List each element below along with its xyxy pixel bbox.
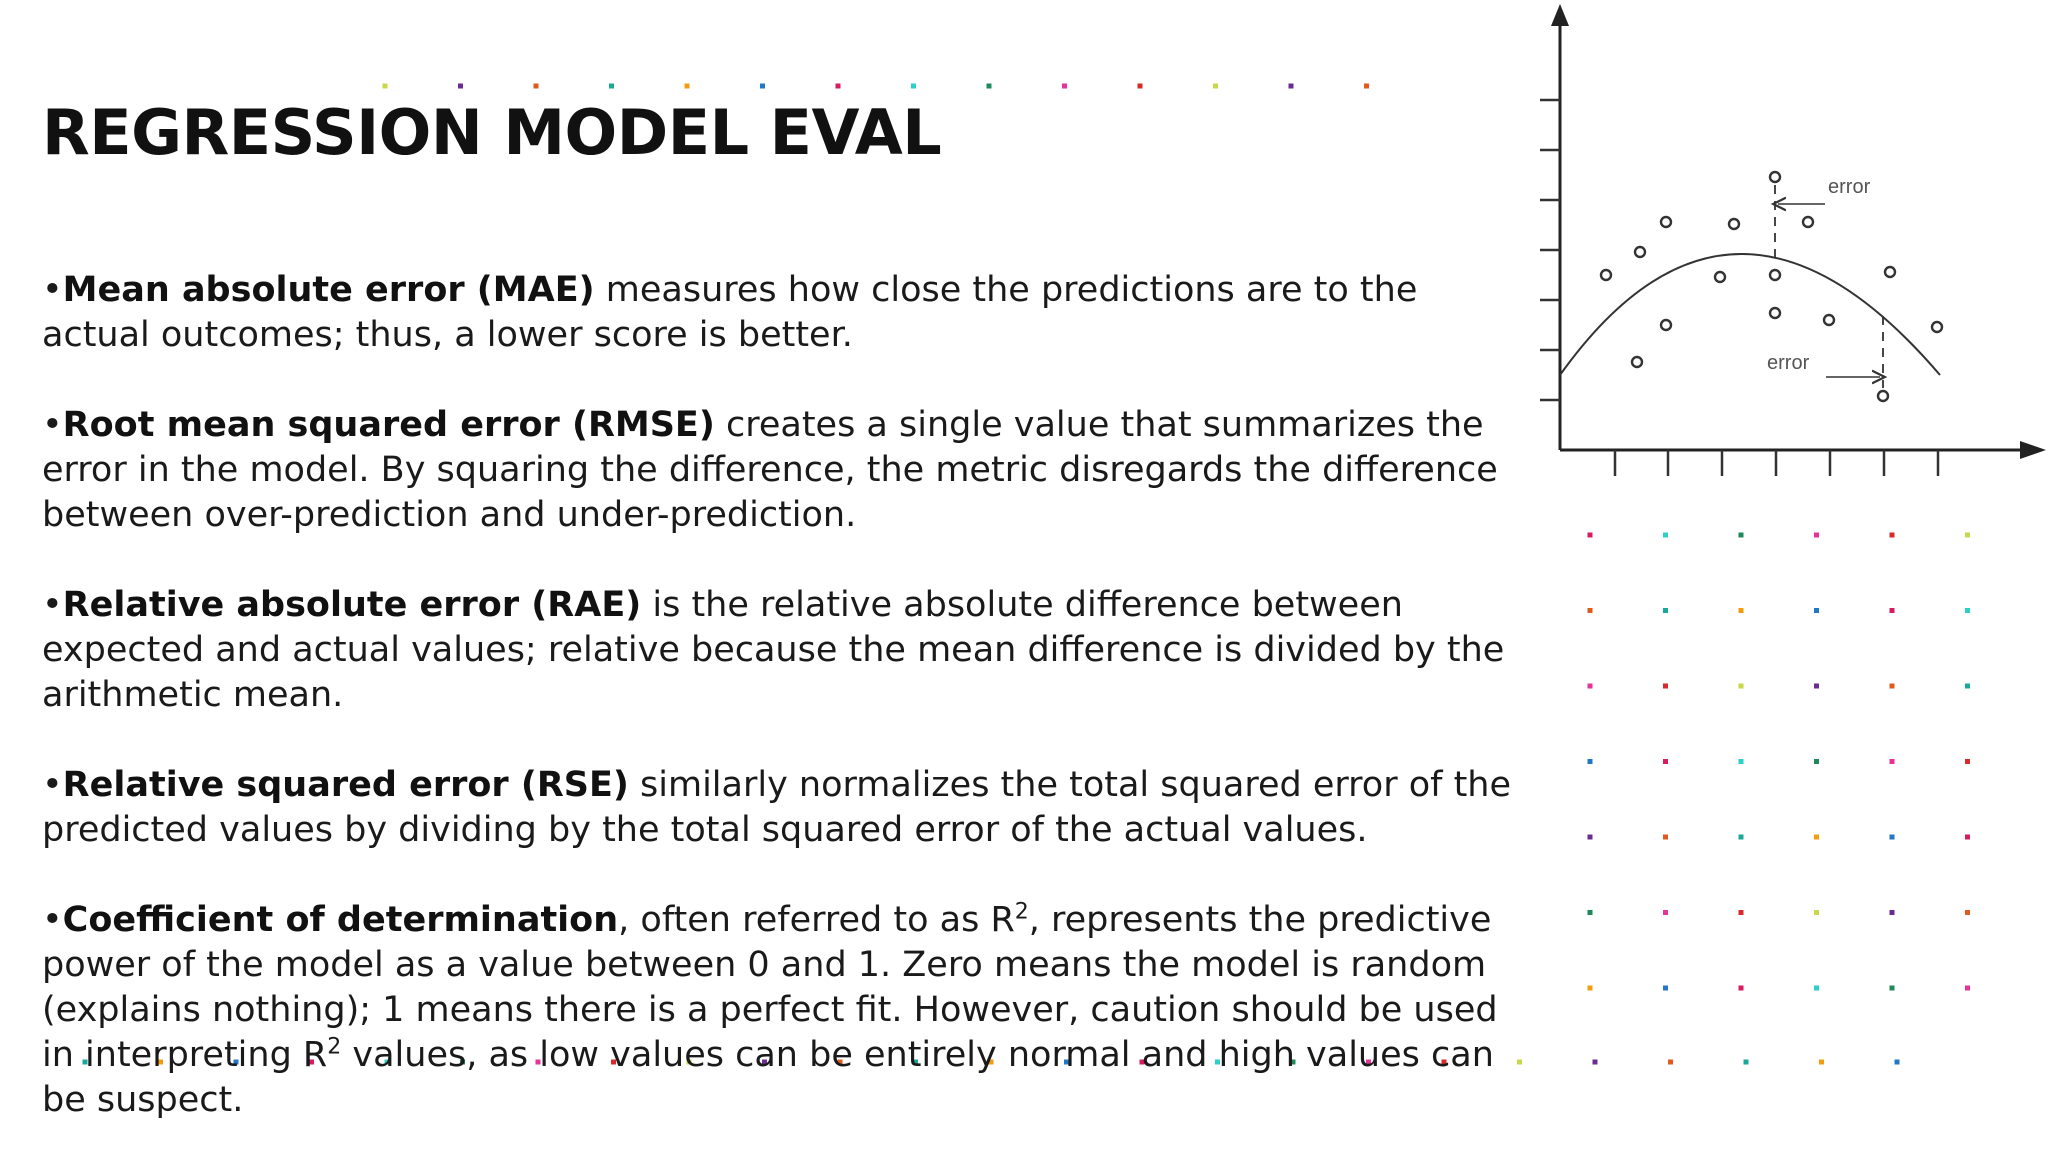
decor-dot [1663, 910, 1668, 915]
decor-dot [1739, 608, 1744, 613]
bullet-rmse: •Root mean squared error (RMSE) creates a single value that summarizes the error in the model. By squaring the difference, the metric disregards the difference between over-prediction and under-prediction. [42, 405, 1498, 535]
data-point [1770, 270, 1780, 280]
decor-dot [1364, 84, 1369, 89]
decor-dot [1890, 684, 1895, 689]
decor-dot [1588, 986, 1593, 991]
superscript: 2 [327, 1034, 342, 1060]
decor-dot [1739, 684, 1744, 689]
data-point [1770, 172, 1780, 182]
bullet-term: Root mean squared error (RMSE) [62, 405, 715, 445]
bullet-term: Relative squared error (RSE) [62, 765, 629, 805]
decor-dot [1814, 910, 1819, 915]
decor-dot [1965, 986, 1970, 991]
data-point [1635, 247, 1645, 257]
data-point [1601, 270, 1611, 280]
decor-dot [1588, 910, 1593, 915]
decor-dot [1663, 759, 1668, 764]
bullet-term: Coefficient of determination [62, 900, 619, 940]
decor-dot [911, 84, 916, 89]
decor-dot [1819, 1060, 1824, 1065]
data-point [1661, 320, 1671, 330]
decor-dot [1890, 608, 1895, 613]
decor-dot [1965, 759, 1970, 764]
decor-dot [1663, 608, 1668, 613]
decor-dot [1663, 986, 1668, 991]
decor-dot [1814, 608, 1819, 613]
decor-dot [1138, 84, 1143, 89]
y-axis-arrow [1551, 4, 1569, 26]
decor-dot [1588, 533, 1593, 538]
decor-dot [609, 84, 614, 89]
decor-dot [1814, 533, 1819, 538]
decor-dot [1890, 835, 1895, 840]
decor-dot [1965, 684, 1970, 689]
bullet-text: , represents the predictive power of the model as a value between 0 and 1. Zero means the model is random (explains nothing); 1 means there is a perfect fit. However, caution should be used in interpreting R [42, 900, 1498, 1075]
bullet-term: Relative absolute error (RAE) [62, 585, 642, 625]
bullet-r2: •Coefficient of determination, often referred to as $R^2$, represents the predictive power of the model as a value between 0 and 1. Zero means the model is random (explains nothing); 1 means there is a perfect fit. However, caution should be used in interpreting $R^2$ values, as low values can be entirely normal and high values can be suspect. [42, 899, 1498, 1120]
decor-dot [1739, 835, 1744, 840]
decor-dot [1213, 84, 1218, 89]
decor-dot [1588, 608, 1593, 613]
decor-dot [1965, 835, 1970, 840]
decor-dot [1965, 910, 1970, 915]
bullet-rse: •Relative squared error (RSE) similarly normalizes the total squared error of the predicted values by dividing by the total squared error of the actual values. [42, 765, 1512, 850]
decor-dot [1663, 684, 1668, 689]
decor-dot [1895, 1060, 1900, 1065]
decor-dot [1814, 986, 1819, 991]
decor-dot [1814, 684, 1819, 689]
decor-dot [1965, 533, 1970, 538]
data-point [1803, 217, 1813, 227]
decor-dot [458, 84, 463, 89]
decor-dot [1062, 84, 1067, 89]
decor-dot [760, 84, 765, 89]
decor-dot [685, 84, 690, 89]
decor-dot [1744, 1060, 1749, 1065]
decor-dot [1668, 1060, 1673, 1065]
decor-dot [1593, 1060, 1598, 1065]
bullet-mae: •Mean absolute error (MAE) measures how close the predictions are to the actual outcomes; thus, a lower score is better. [42, 270, 1418, 355]
decor-dot [1814, 835, 1819, 840]
superscript: 2 [1014, 899, 1029, 925]
decor-dot [1890, 910, 1895, 915]
decor-dot [1663, 533, 1668, 538]
regression-error-figure [1540, 0, 2048, 480]
error-label-top: error [1828, 176, 1871, 198]
bullet-text: is the relative absolute difference between expected and actual values; relative because the mean difference is divided by the arithmetic mean. [42, 585, 1505, 715]
decor-dot [1289, 84, 1294, 89]
decor-dot [1588, 835, 1593, 840]
decor-dot [383, 84, 388, 89]
decor-dot [1588, 684, 1593, 689]
decor-dot [1739, 910, 1744, 915]
decor-dot [1814, 759, 1819, 764]
bullet-text: creates a single value that summarizes the error in the model. By squaring the difference, the metric disregards the difference between over-prediction and under-prediction. [42, 405, 1498, 535]
y-ticks [1540, 100, 1560, 400]
slide-title: REGRESSION MODEL EVAL [42, 96, 942, 169]
decor-dot [1663, 835, 1668, 840]
decor-dot [1588, 759, 1593, 764]
decor-dot [1890, 759, 1895, 764]
decor-dot [836, 84, 841, 89]
decor-dot [1965, 608, 1970, 613]
decor-dot [1739, 759, 1744, 764]
decor-dot [1890, 986, 1895, 991]
data-point [1729, 219, 1739, 229]
bullet-term: Mean absolute error (MAE) [62, 270, 595, 310]
bullet-text: , often referred to as R [618, 900, 1015, 940]
decor-dot [1739, 986, 1744, 991]
decor-dot [987, 84, 992, 89]
bullet-list [42, 268, 1532, 1168]
data-point [1770, 308, 1780, 318]
bullet-rae: •Relative absolute error (RAE) is the relative absolute difference between expected and actual values; relative because the mean difference is divided by the arithmetic mean. [42, 585, 1505, 715]
x-axis-arrow [2020, 441, 2046, 459]
data-point [1661, 217, 1671, 227]
data-point [1932, 322, 1942, 332]
error-label-bottom: error [1767, 352, 1810, 374]
data-point [1632, 357, 1642, 367]
decor-dot [1739, 533, 1744, 538]
bullet-text: values, as low values can be entirely normal and high values can be suspect. [42, 1035, 1494, 1120]
decor-dot [1890, 533, 1895, 538]
bullet-text: similarly normalizes the total squared error of the predicted values by dividing by the total squared error of the actual values. [42, 765, 1512, 850]
data-point [1878, 391, 1888, 401]
data-point [1885, 267, 1895, 277]
data-point [1715, 272, 1725, 282]
x-ticks [1615, 450, 1938, 476]
data-point [1824, 315, 1834, 325]
bullet-text: measures how close the predictions are to the actual outcomes; thus, a lower score is better. [42, 270, 1418, 355]
decor-dot [534, 84, 539, 89]
